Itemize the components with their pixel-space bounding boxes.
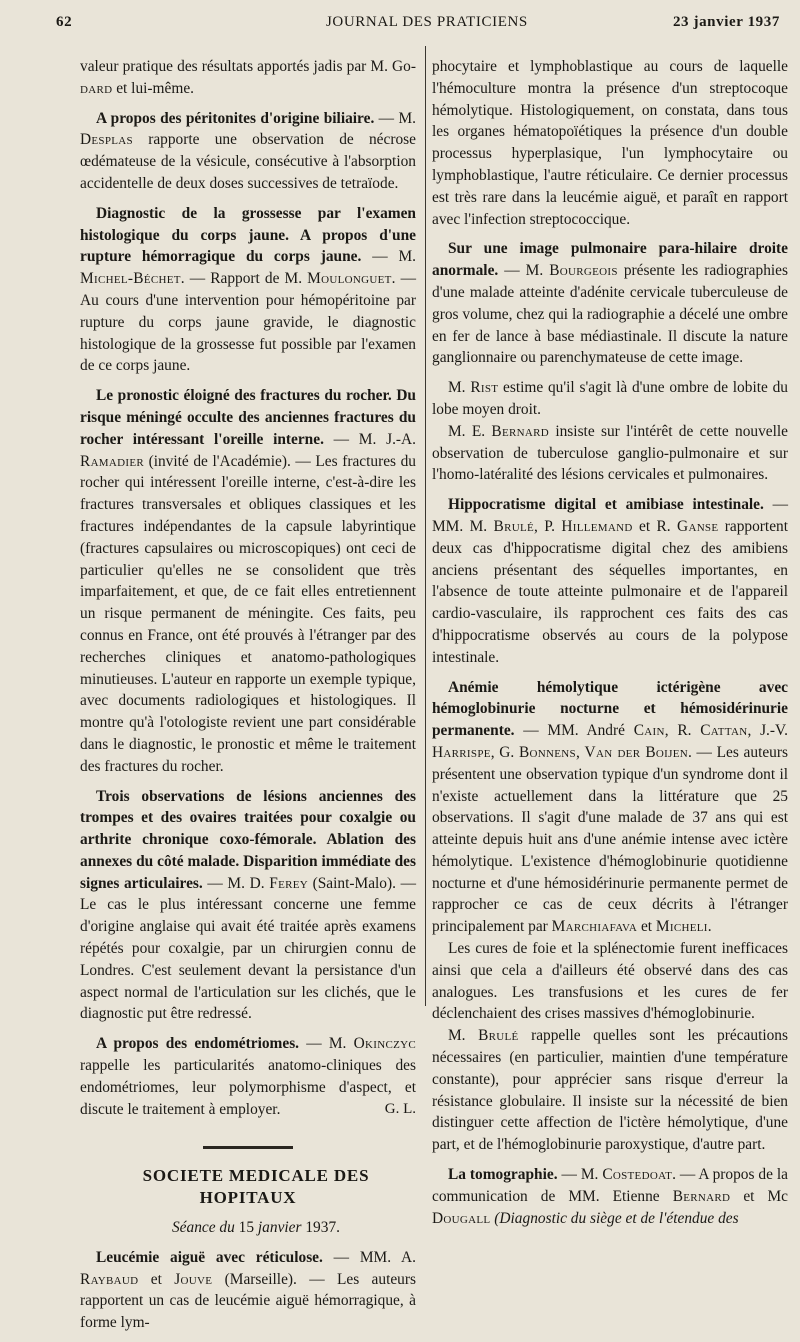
article-rocher [80,385,416,777]
article-title: Le pronostic éloigné des fractures du rocher. Du risque méningé occulte des anciennes fractures du rocher intéressant l'oreille interne. [80,387,416,448]
article-title: Sur une image pulmonaire para-hilaire droite anormale. [432,240,788,280]
text-run: , P. [534,517,562,535]
text-run: . — Rapport de M. [180,270,308,288]
remark-rist [432,377,788,421]
author: Okinczyc [353,1035,416,1053]
paragraph-continued [80,56,416,100]
text-run: et [637,918,656,936]
author: Dougall [432,1209,491,1227]
journal-title: JOURNAL DES PRATICIENS [326,14,528,30]
text-run: valeur pratique des résultats apportés jadis par M. Go- [80,58,416,75]
text-run: rappelle les particularités anatomo-cliniques des endométriomes, leur polymorphisme d'aspect, et discute le traitement à employer. [80,1057,416,1118]
author: Ferey [269,874,308,892]
text-run: estime qu'il s'agit là d'une ombre de lobite du lobe moyen droit. [432,379,788,418]
text-run: . — Au cours d'une intervention pour hémopéritoine par rupture du corps jaune gravide, le diagnostic histologique de la grossesse fut possible par l'examen de ce corps jaune. [80,270,416,375]
author: Moulonguet [307,270,392,288]
author: Bonnens [518,743,576,761]
article-title: Anémie hémolytique ictérigène avec hémoglobinurie nocturne et hémosidérinurie permanente. [432,678,788,740]
text-run: M. E. [448,422,492,440]
author: Brulé [478,1027,519,1045]
article-title: Diagnostic de la grossesse par l'examen histologique du corps jaune. A propos d'une rupture hémorragique du corps jaune. [80,204,416,266]
session-date [80,1217,416,1239]
text-run: (invité de l'Académie). — Les fractures du rocher qui intéressent l'oreille interne, c'est-à-dire les fractures transversales et obliques classiques et les fractures indépendantes de la capsule labyrintique (fractures capsulaires ou microscopiques) ont ceci de particulier qu'elles ne se consolident que très imparfaitement, et que, de ce fait elles entretiennent un risque permanent de méningite. Ces faits, peu connus en France, ont été prouvés à l'étranger par des recherches cliniques et anatomo-pathologiques minutieuses. L'auteur en rapporte un exemple typique, avec documents radiologiques et histologiques. Il montre qu'à l'otologiste revient une part considérable dans le diagnostic, le pronostic et même le traitement des fractures du rocher. [80,452,416,775]
text-run: et R. [632,517,678,535]
article-title: Leucémie aiguë avec réticulose. [96,1248,323,1266]
author: Bernard [491,422,550,440]
text-run: — MM. André [514,722,634,740]
author: Ganse [677,517,719,535]
page-number: 62 [56,14,73,30]
text-run: — MM. A. [322,1248,417,1266]
issue-date: 23 janvier 1937 [672,14,780,30]
text-run: (Diagnostic du siège et de l'étendue des [490,1209,739,1227]
text-run: , G. [490,743,519,761]
article-title: A propos des péritonites d'origine biliaire. [96,109,375,127]
author: Raybaud [80,1270,139,1288]
left-column [80,56,416,1342]
article-title: La tomographie. [448,1166,558,1184]
author: Bernard [672,1187,731,1205]
author: Costedoat [602,1166,673,1184]
text-run: (Saint-Malo). — Le cas le plus intéressant concerne une femme d'origine anglaise qui avait été traitée après examens répétés pour coxalgie, par un chirurgien connu de Londres. C'est seulement devant la persistance d'un aspect normal de l'articulation sur les clichés, que le diagnostic put être redressé. [80,874,416,1023]
text-run: et Mc [730,1187,788,1205]
paragraph-continued: phocytaire et lymphoblastique au cours de laquelle l'hémoculture montra la présence d'un streptocoque hémolytique. Histologiquement, on constata, dans tous les organes hématopoïétiques la présence d'un double processus hyperplasique, l'un lymphocytaire ou lymphoblastique, l'autre réticulaire. Ce dernier processus est très rare dans la leucémie aiguë, et paraît en rapport avec l'infection streptococcique. [432,58,788,228]
text-run: — MM. M. [432,496,788,535]
text-run: (Marseille). — Les auteurs rapportent un cas de leucémie aiguë hémorragique, à forme lym- [80,1270,416,1332]
author: Van der Boijen [584,743,688,761]
author: Cain [633,722,665,740]
author: Ramadier [80,452,144,470]
article-leucemie [80,1247,416,1334]
author: Bourgeois [549,262,618,280]
text-run: — M. J.-A. [323,430,416,448]
text-run: — M. D. [202,874,270,892]
author: Hillemand [561,517,633,535]
text-run: Séance du [171,1219,235,1237]
author: Harrispe [432,743,491,761]
page-header [56,14,790,36]
section-separator [203,1146,293,1149]
signature-initials: G. L. [384,1100,416,1117]
text-run: rappelle quelles sont les précautions nécessaires (en particulier, maintien d'une température constante), pour apprécier sans risque d'erreur la résistance globulaire. Il insiste sur la nécessité de bien distinguer cette affection de l'ictère hémolytique, d'une part, et de l'hémoglobinurie paroxystique, d'autre part. [432,1027,788,1154]
author: Jouve [174,1270,213,1288]
article-hippocratisme [432,494,788,668]
text-run: et [138,1270,175,1288]
text-run: — M. [299,1035,354,1053]
text-run: — M. [374,109,416,127]
text-run: présente les radiographies d'une malade atteinte d'adénite cervicale tuberculeuse de gros volume, chez qui la radiographie a décelé une ombre en fer de lance à base médiastinale. Il discute la nature ganglionnaire ou parenchymateuse de cette image. [432,262,788,367]
article-trompes [80,786,416,1026]
text-run: — M. [557,1166,603,1184]
author: Micheli [655,918,708,936]
author: Marchiafava [551,918,638,936]
text-run: , R. [664,722,701,740]
text-run: 15 [234,1219,258,1237]
text-run: rapporte une observation de nécrose œdémateuse de la vésicule, consécutive à l'absorption accidentelle de deux doses successives de tetraïode. [80,131,416,192]
author: Brulé [493,517,535,535]
text-run: M. [448,379,471,397]
text-run: . — Les auteurs présentent une observation typique d'un syndrome dont il n'existe actuellement dans la littérature que 25 observations. Il s'agit d'une malade de 37 ans qui est atteinte depuis huit ans d'une anémie intense avec ictère hémolytique. L'existence d'hémoglobinurie quotidienne nocturne et d'une hémosidérinurie permanente permet de rapprocher ce cas de ceux décrits à l'étranger principalement par [432,743,788,936]
author: Desplas [80,131,133,149]
article-grossesse [80,203,416,377]
text-run: dard [80,79,113,97]
article-title: A propos des endométriomes. [96,1035,300,1053]
author: Michel-Béchet [80,270,181,288]
article-title: Trois observations de lésions anciennes des trompes et des ovaires traitées pour coxalgie ou arthrite chronique coxo-fémorale. Ablation des annexes du côté malade. Disparition immédiate des signes articulaires. [80,787,416,892]
article-peritonites [80,108,416,195]
article-image-pulmonaire [432,238,788,369]
text-run: M. [448,1027,479,1045]
section-title: SOCIETE MEDICALE DES HOPITAUX [142,1166,370,1208]
text-run: 1937. [301,1219,340,1237]
text-run: , J.-V. [747,722,789,740]
text-run: . [707,918,712,936]
author: Cattan [700,722,748,740]
text-run: , [575,743,585,761]
article-title: Hippocratisme digital et amibiase intestinale. [448,496,764,514]
article-tomographie [432,1164,788,1229]
text-run: et lui-même. [112,79,195,97]
author: Rist [470,379,499,397]
article-endometriomes [80,1033,416,1120]
text-run: . — A propos de la communication de MM. Etienne [432,1166,789,1205]
text-run: — M. [361,248,416,266]
remark-brule [432,1025,788,1156]
text-run: janvier [257,1219,302,1237]
remark-bernard [432,421,788,486]
paragraph-cures: Les cures de foie et la splénectomie furent inefficaces ainsi que cela a d'ailleurs été observé dans des cas analogues. Les transfusions et les cures de fer déclenchaient des crises massives d'hémoglobinurie. [432,940,788,1023]
article-anemie [432,677,788,939]
text-run: insiste sur l'intérêt de cette nouvelle observation de tuberculose ganglio-pulmonaire et sur l'homo-latéralité des lésions cervicales et pulmonaires. [432,422,788,484]
text-run: rapportent deux cas d'hippocratisme digital chez des amibiens anciens présentant des séquelles importantes, en l'absence de toute atteinte pulmonaire et de l'appareil cardio-vasculaire, ils rapprochent ces faits des cas d'hippocratisme observés au cours de la polypose intestinale. [432,517,789,666]
column-divider [425,46,426,1006]
right-column [432,56,788,1237]
text-run: — M. [498,262,550,280]
